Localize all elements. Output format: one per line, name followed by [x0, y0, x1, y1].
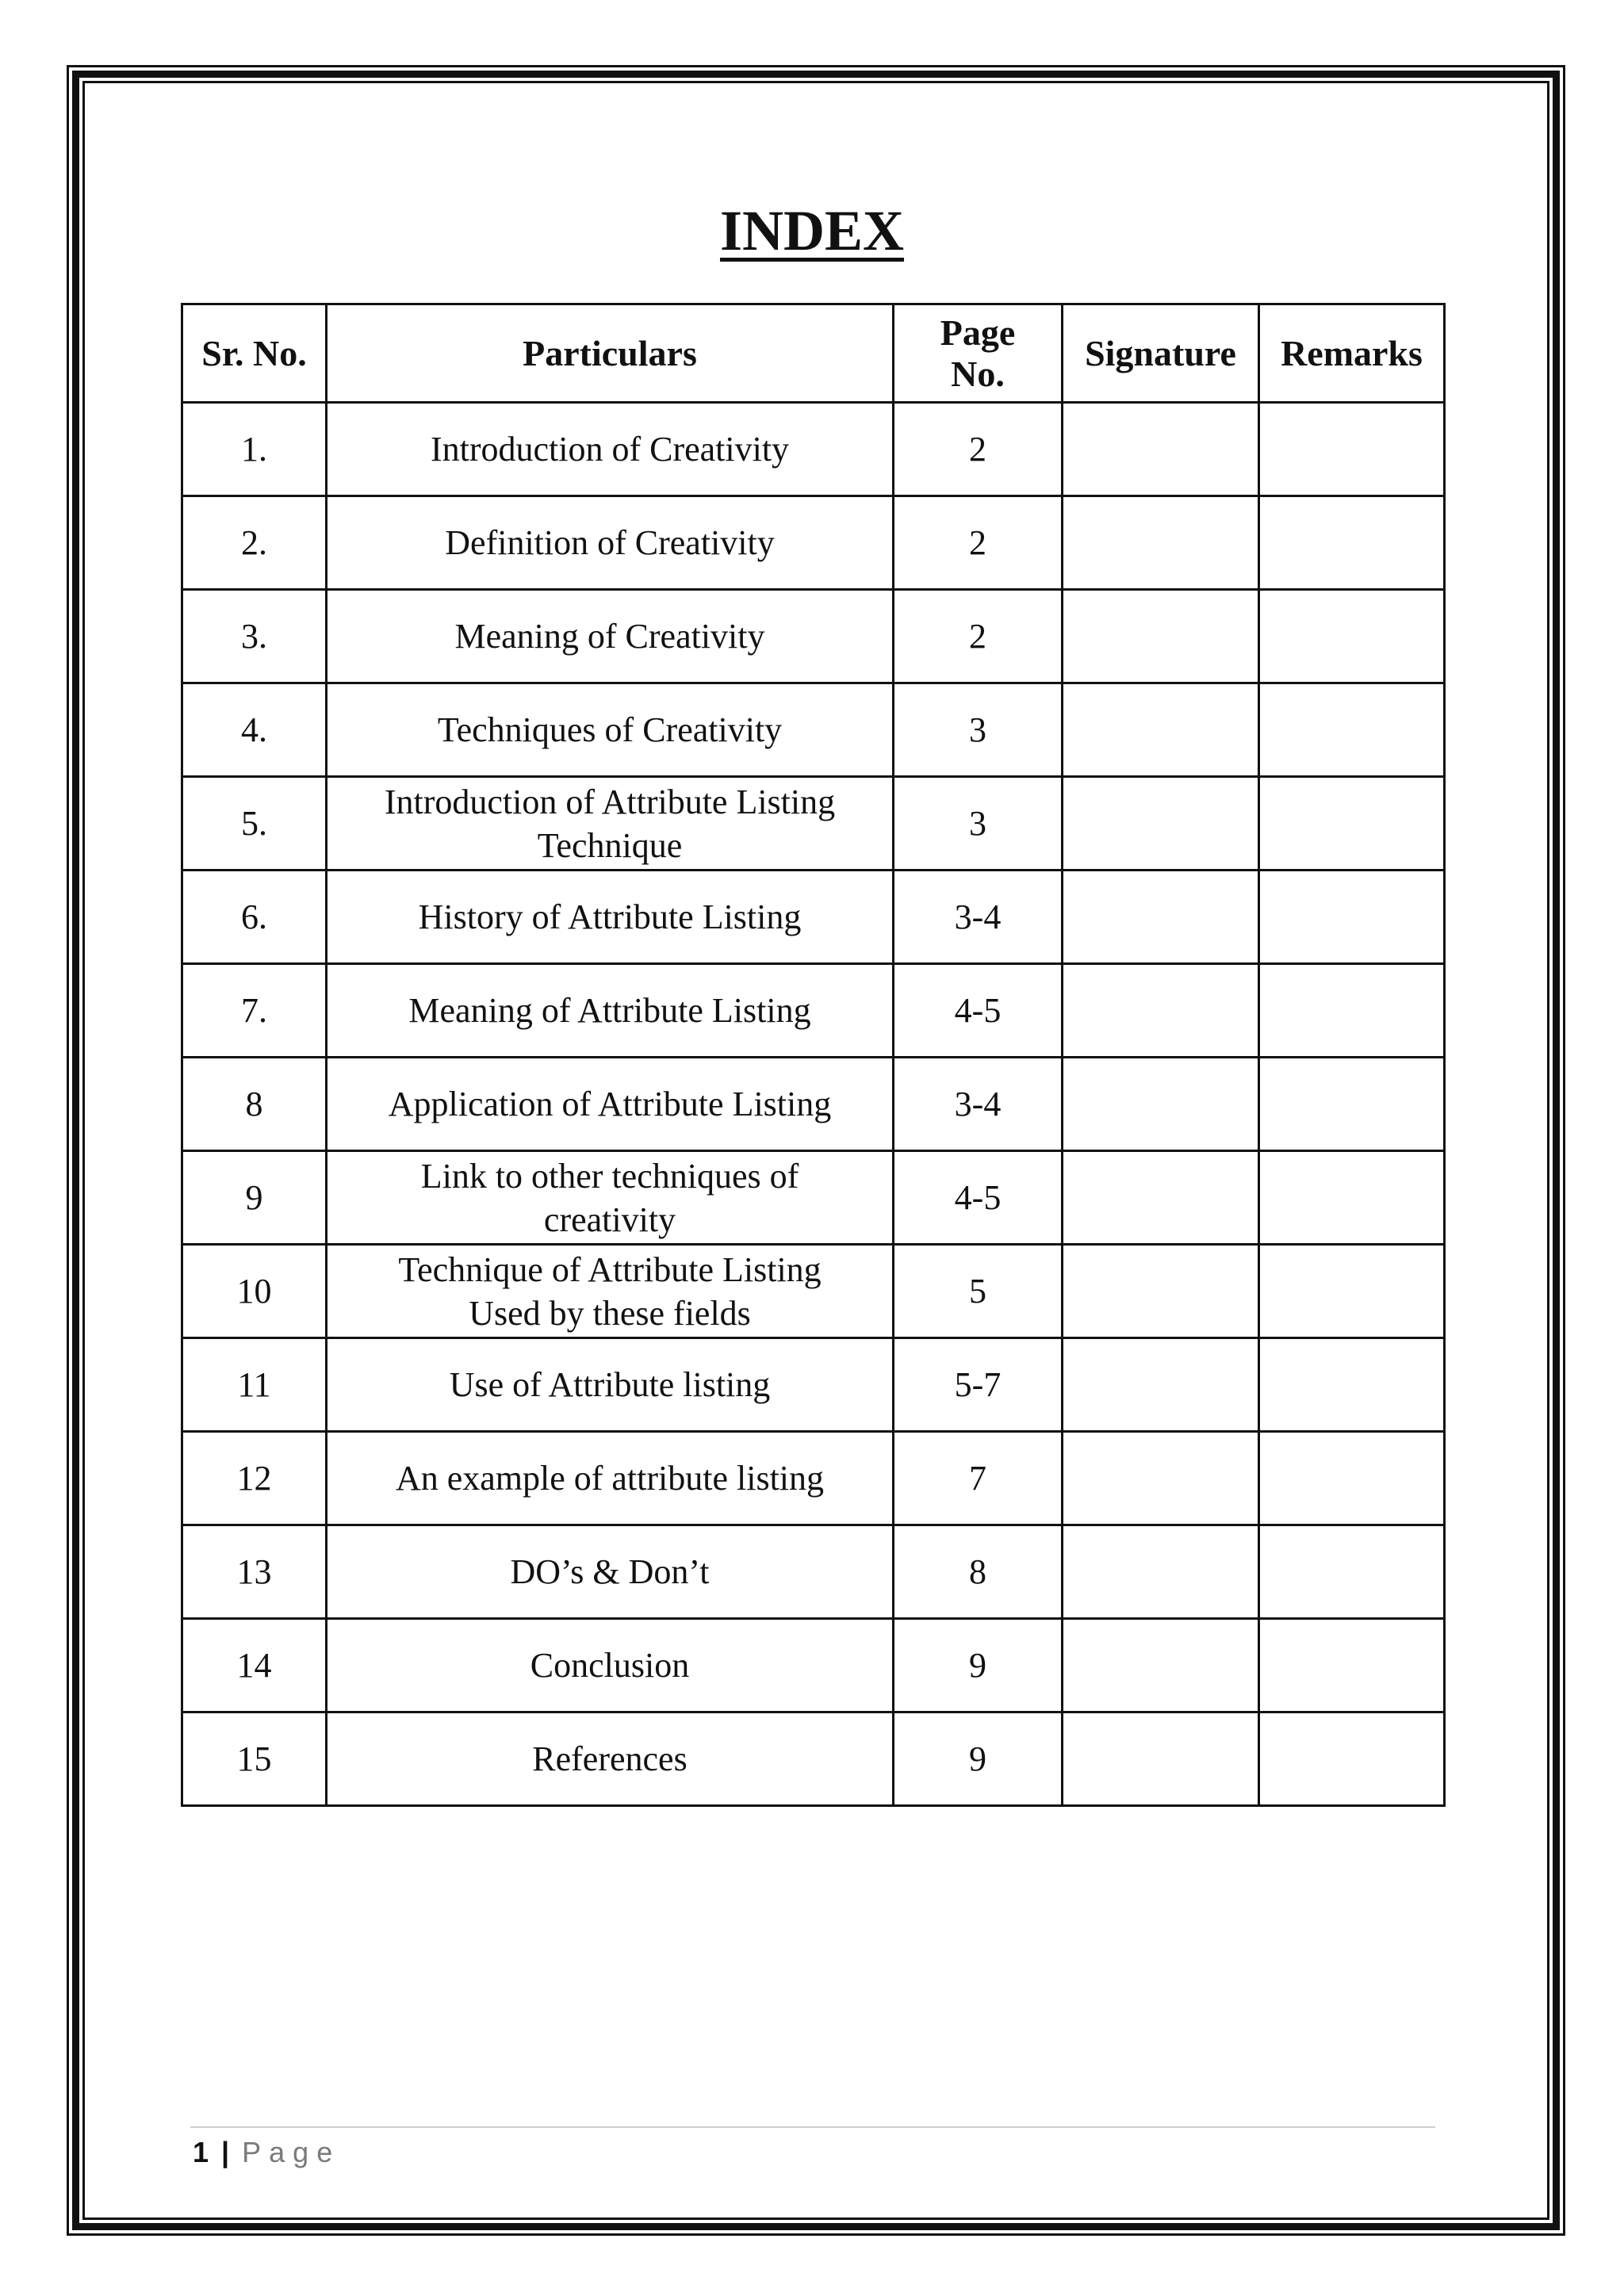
- particulars-line: References: [532, 1739, 688, 1778]
- cell-page-no: 7: [894, 1432, 1063, 1525]
- cell-sr-no: 6.: [182, 871, 327, 964]
- cell-signature: [1063, 1151, 1259, 1245]
- cell-sr-no: 5.: [182, 777, 327, 871]
- cell-particulars: [327, 1619, 894, 1712]
- table-row: [182, 1432, 1445, 1525]
- header-particulars: Particulars: [327, 304, 894, 403]
- cell-particulars: [327, 964, 894, 1058]
- particulars-line: creativity: [543, 1200, 676, 1239]
- cell-particulars: [327, 1058, 894, 1151]
- particulars-line: Definition of Creativity: [445, 523, 775, 562]
- cell-remarks: [1259, 1245, 1445, 1338]
- cell-signature: [1063, 403, 1259, 496]
- cell-page-no: 5: [894, 1245, 1063, 1338]
- cell-page-no: 2: [894, 590, 1063, 683]
- table-row: [182, 871, 1445, 964]
- cell-sr-no: 3.: [182, 590, 327, 683]
- cell-signature: [1063, 1525, 1259, 1619]
- cell-particulars: [327, 1151, 894, 1245]
- cell-sr-no: 2.: [182, 496, 327, 590]
- footer-page-word: Page: [242, 2136, 341, 2168]
- cell-sr-no: 15: [182, 1712, 327, 1806]
- cell-remarks: [1259, 1058, 1445, 1151]
- cell-sr-no: 12: [182, 1432, 327, 1525]
- cell-page-no: 5-7: [894, 1338, 1063, 1432]
- footer-page-number: 1: [193, 2136, 209, 2168]
- cell-particulars: [327, 1525, 894, 1619]
- cell-signature: [1063, 1058, 1259, 1151]
- table-row: [182, 590, 1445, 683]
- cell-remarks: [1259, 871, 1445, 964]
- particulars-line: Meaning of Creativity: [454, 617, 765, 656]
- header-sr-no: Sr. No.: [182, 304, 327, 403]
- particulars-line: History of Attribute Listing: [418, 897, 802, 936]
- cell-sr-no: 14: [182, 1619, 327, 1712]
- cell-page-no: 3: [894, 683, 1063, 777]
- footer-divider: [190, 2126, 1435, 2128]
- particulars-line: Technique of Attribute Listing: [398, 1249, 822, 1289]
- cell-remarks: [1259, 683, 1445, 777]
- table-row: [182, 777, 1445, 871]
- cell-remarks: [1259, 1432, 1445, 1525]
- table-body: [182, 403, 1445, 1806]
- cell-remarks: [1259, 1525, 1445, 1619]
- particulars-line: DO’s & Don’t: [510, 1552, 710, 1591]
- cell-page-no: 4-5: [894, 1151, 1063, 1245]
- table-row: [182, 1058, 1445, 1151]
- cell-signature: [1063, 1619, 1259, 1712]
- cell-remarks: [1259, 1712, 1445, 1806]
- table-row: [182, 1245, 1445, 1338]
- table-row: [182, 1151, 1445, 1245]
- particulars-line: Meaning of Attribute Listing: [408, 991, 811, 1030]
- particulars-line: Link to other techniques of: [420, 1156, 799, 1196]
- cell-sr-no: 13: [182, 1525, 327, 1619]
- cell-particulars: [327, 496, 894, 590]
- cell-signature: [1063, 871, 1259, 964]
- footer-separator: |: [221, 2136, 230, 2168]
- cell-remarks: [1259, 777, 1445, 871]
- cell-sr-no: 11: [182, 1338, 327, 1432]
- particulars-line: Introduction of Attribute Listing: [384, 782, 836, 821]
- page-title: INDEX: [719, 199, 905, 262]
- cell-particulars: [327, 683, 894, 777]
- cell-page-no: 2: [894, 403, 1063, 496]
- cell-page-no: 9: [894, 1712, 1063, 1806]
- cell-remarks: [1259, 496, 1445, 590]
- table-row: [182, 1712, 1445, 1806]
- header-page-no: [894, 304, 1063, 403]
- particulars-line: Used by these fields: [469, 1293, 751, 1333]
- cell-particulars: [327, 403, 894, 496]
- particulars-line: Technique: [537, 825, 683, 865]
- particulars-line: Techniques of Creativity: [437, 710, 783, 749]
- cell-signature: [1063, 590, 1259, 683]
- cell-signature: [1063, 683, 1259, 777]
- particulars-line: Use of Attribute listing: [449, 1365, 771, 1404]
- cell-sr-no: 7.: [182, 964, 327, 1058]
- cell-signature: [1063, 964, 1259, 1058]
- cell-particulars: [327, 590, 894, 683]
- table-row: [182, 403, 1445, 496]
- cell-signature: [1063, 496, 1259, 590]
- cell-signature: [1063, 777, 1259, 871]
- cell-particulars: [327, 1432, 894, 1525]
- header-signature: Signature: [1063, 304, 1259, 403]
- cell-page-no: 8: [894, 1525, 1063, 1619]
- particulars-line: Application of Attribute Listing: [388, 1085, 832, 1123]
- particulars-line: An example of attribute listing: [395, 1459, 825, 1498]
- cell-particulars: [327, 777, 894, 871]
- table-row: [182, 1619, 1445, 1712]
- cell-page-no: 3-4: [894, 1058, 1063, 1151]
- cell-signature: [1063, 1245, 1259, 1338]
- header-page-no-line1: Page: [940, 312, 1016, 353]
- table-header-row: [182, 304, 1445, 403]
- cell-sr-no: 9: [182, 1151, 327, 1245]
- cell-page-no: 3-4: [894, 871, 1063, 964]
- cell-particulars: [327, 1338, 894, 1432]
- cell-page-no: 3: [894, 777, 1063, 871]
- table-row: [182, 496, 1445, 590]
- cell-signature: [1063, 1338, 1259, 1432]
- cell-signature: [1063, 1712, 1259, 1806]
- cell-particulars: [327, 1245, 894, 1338]
- cell-page-no: 2: [894, 496, 1063, 590]
- table-row: [182, 964, 1445, 1058]
- cell-particulars: [327, 871, 894, 964]
- cell-remarks: [1259, 403, 1445, 496]
- cell-sr-no: 10: [182, 1245, 327, 1338]
- index-table: [181, 303, 1446, 1807]
- cell-sr-no: 1.: [182, 403, 327, 496]
- cell-signature: [1063, 1432, 1259, 1525]
- particulars-line: Conclusion: [530, 1646, 690, 1685]
- cell-remarks: [1259, 1619, 1445, 1712]
- cell-page-no: 9: [894, 1619, 1063, 1712]
- cell-remarks: [1259, 1151, 1445, 1245]
- header-remarks: Remarks: [1259, 304, 1445, 403]
- page-footer: [193, 2134, 340, 2171]
- cell-remarks: [1259, 964, 1445, 1058]
- table-row: [182, 1338, 1445, 1432]
- cell-page-no: 4-5: [894, 964, 1063, 1058]
- header-page-no-line2: No.: [951, 353, 1005, 394]
- cell-sr-no: 4.: [182, 683, 327, 777]
- particulars-line: Introduction of Creativity: [430, 430, 790, 469]
- table-row: [182, 683, 1445, 777]
- cell-particulars: [327, 1712, 894, 1806]
- cell-remarks: [1259, 1338, 1445, 1432]
- cell-sr-no: 8: [182, 1058, 327, 1151]
- table-row: [182, 1525, 1445, 1619]
- cell-remarks: [1259, 590, 1445, 683]
